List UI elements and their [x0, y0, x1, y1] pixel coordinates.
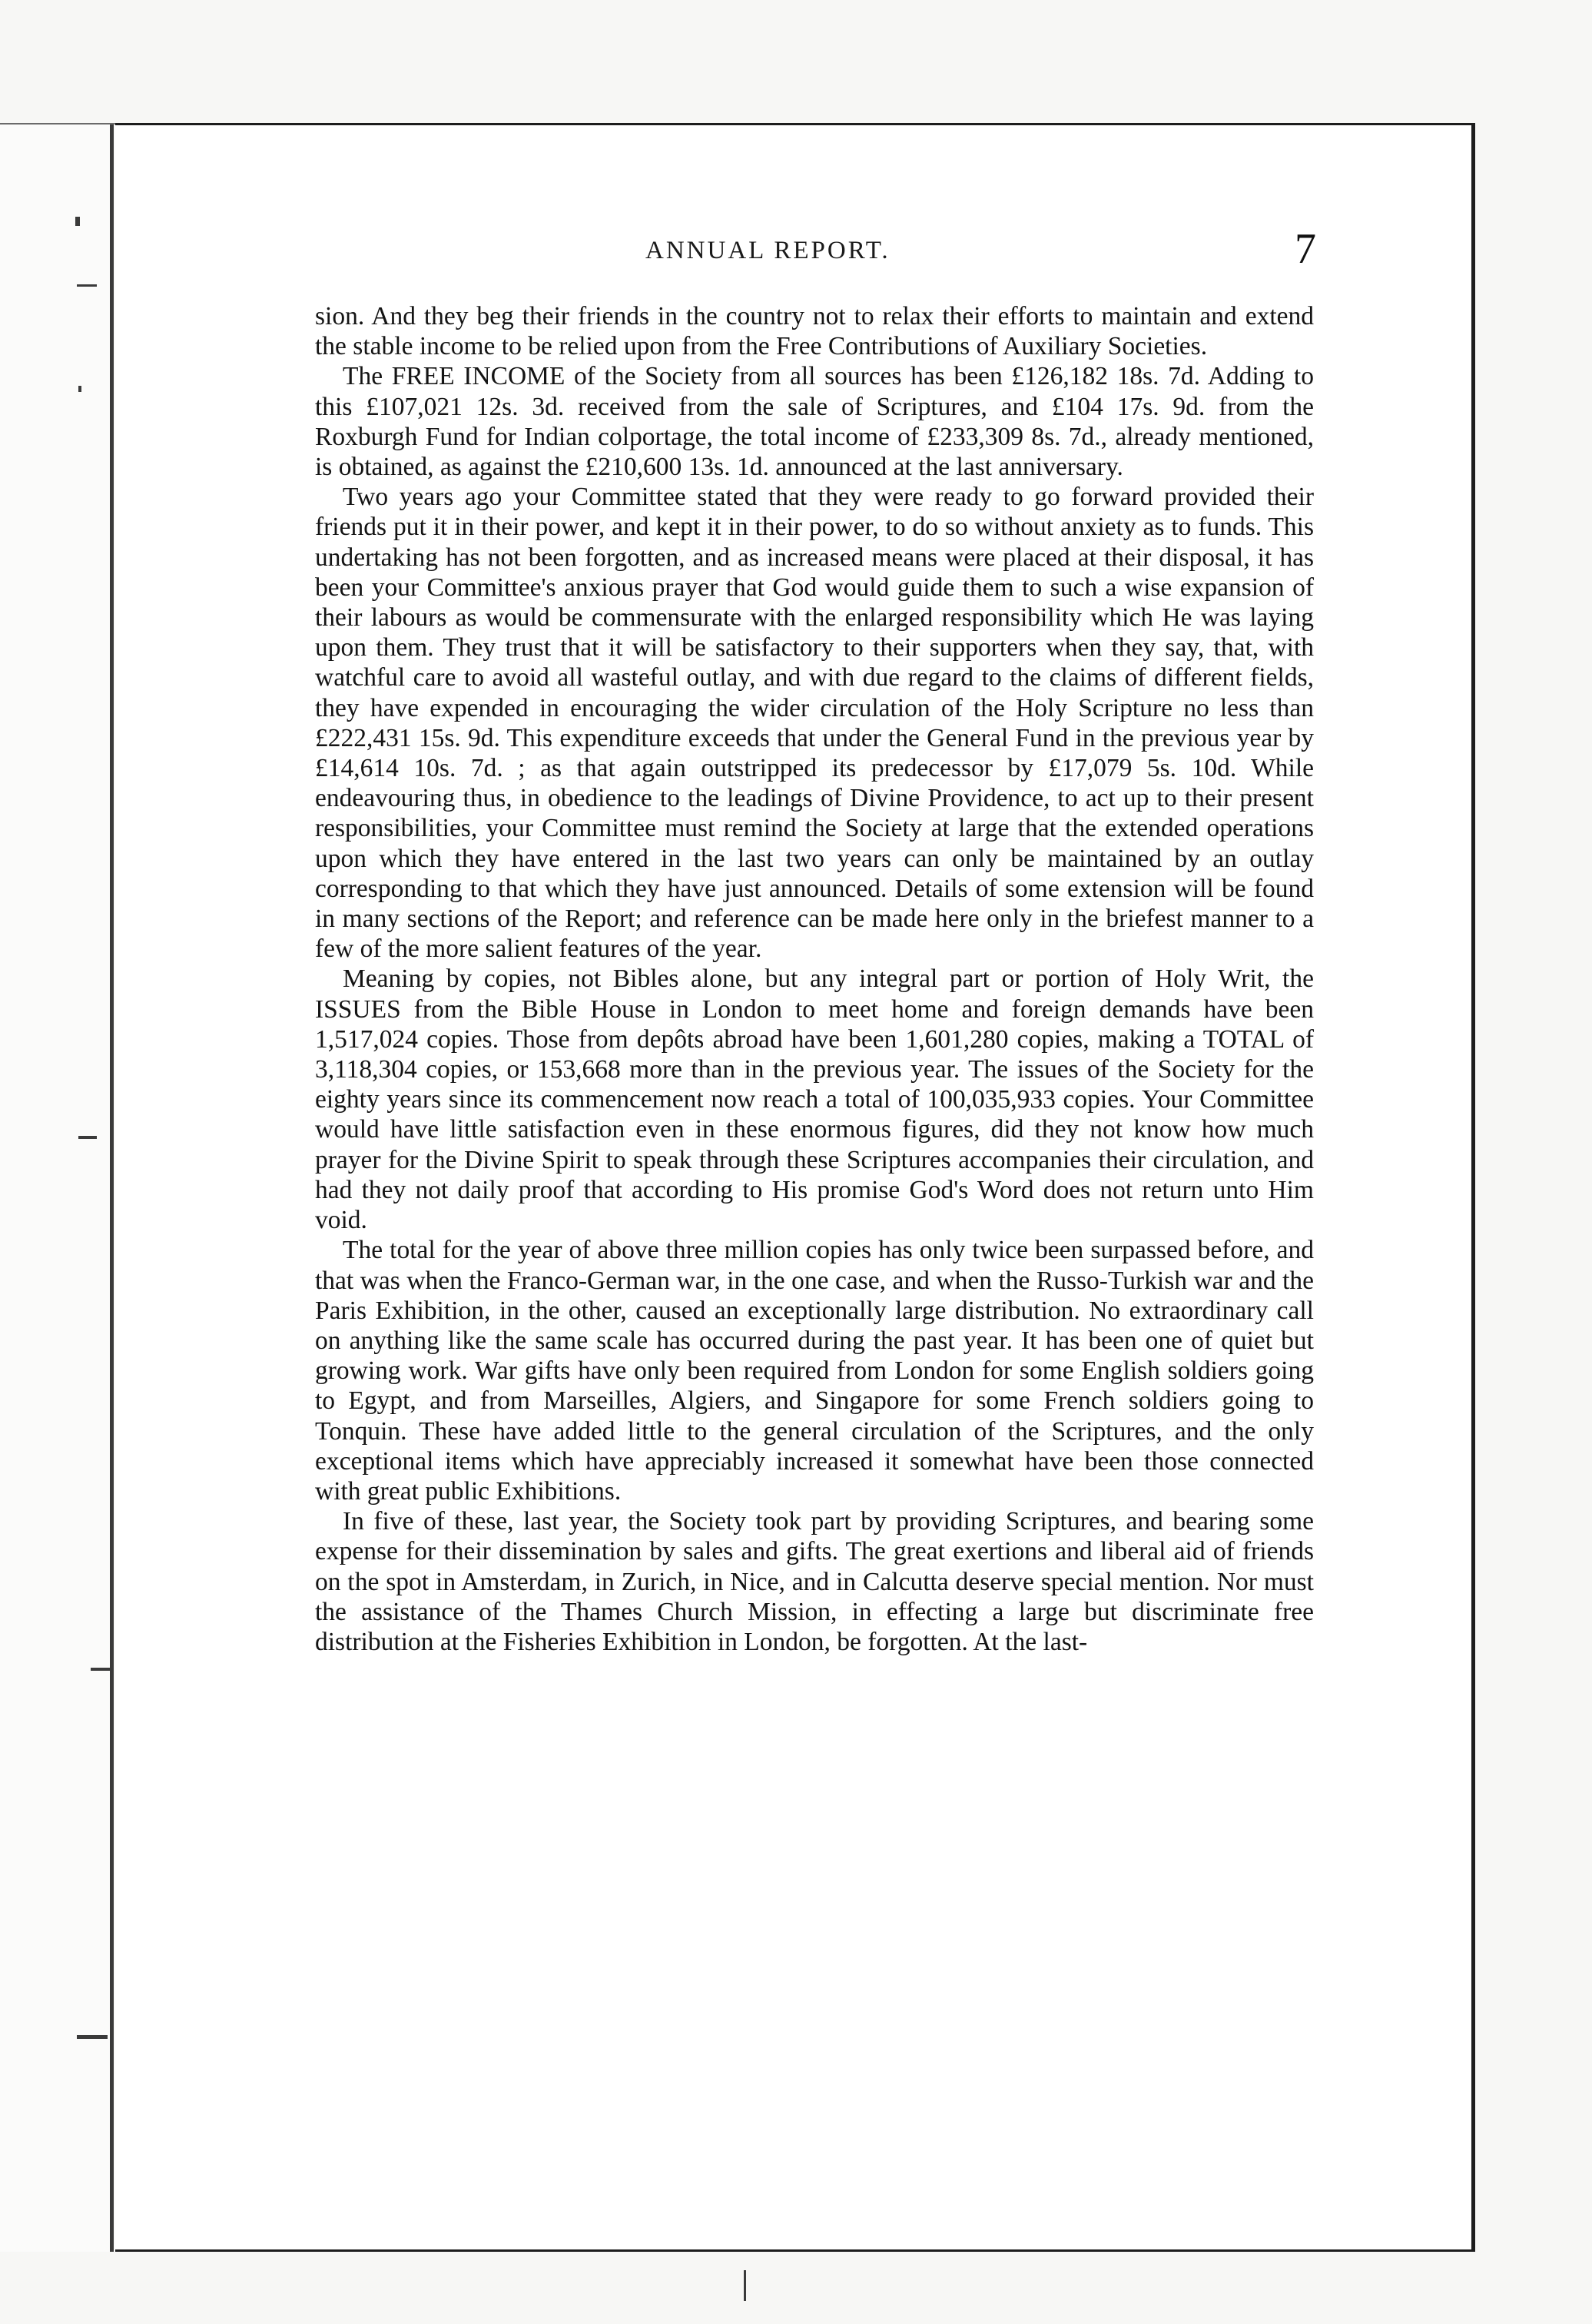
paragraph: In five of these, last year, the Society took part by providing Scriptures, and bearing some expense for their dissemination by sales and gifts. The great exertions and liberal aid of friends on the spot in Amsterdam, in Zurich, in Nice, and in Calcutta deserve special mention. Nor must the assistance of the Thames Church Mission, in effecting a large but discriminate free distribution at the Fisheries Exhibition in London, be forgotten. At the last- — [315, 1507, 1314, 1656]
scan-speck — [91, 1668, 114, 1671]
scan-speck — [77, 2035, 108, 2039]
page-number: 7 — [1295, 225, 1316, 273]
scan-speck — [744, 2270, 746, 2301]
scan-speck — [78, 386, 81, 392]
scan-speck — [78, 1136, 97, 1139]
paragraph: The total for the year of above three million copies has only twice been surpassed before, and that was when the Franco-German war, in the one case, and when the Russo-Turkish war and the Paris Exhibition, in the other, caused an exceptionally large distribution. No extraordinary call on anything like the same scale has occurred during the past year. It has been one of quiet but growing work. War gifts have only been required from London for some English soldiers going to Egypt, and from Marseilles, Algiers, and Singapore for some French soldiers going to Tonquin. These have added little to the general circulation of the Scriptures, and the only exceptional items which have appreciably increased it somewhat have been those connected with great public Exhibitions. — [315, 1236, 1314, 1506]
binding-edge — [110, 124, 114, 2252]
paragraph: sion. And they beg their friends in the country not to relax their efforts to maintain and extend the stable income to be relied upon from the Free Contributions of Auxiliary Societies. — [315, 302, 1314, 361]
paragraph: Two years ago your Committee stated that they were ready to go forward provided their friends put it in their power, and kept it in their power, to do so without anxiety as to funds. This undertaking has not been forgotten, and as increased means were placed at their disposal, it has been your Committee's anxious prayer that God would guide them to such a wise expansion of their labours as would be commensurate with the enlarged responsibility which He was laying upon them. They trust that it will be satisfactory to their supporters when they say, that, with watchful care to avoid all wasteful outlay, and with due regard to the claims of different fields, they have expended in encouraging the wider circulation of the Holy Scripture no less than £222,431 15s. 9d. This expenditure exceeds that under the General Fund in the previous year by £14,614 10s. 7d. ; as that again outstripped its predecessor by £17,079 5s. 10d. While endeavouring thus, in obedience to the leadings of Divine Providence, to act up to their present responsibilities, your Committee must remind the Society at large that the extended operations upon which they have entered in the last two years can only be maintained by an outlay corresponding to that which they have just announced. Details of some extension will be found in many sections of the Report; and reference can be made here only in the briefest manner to a few of the more salient features of the year. — [315, 483, 1314, 964]
running-title: ANNUAL REPORT. — [645, 237, 891, 264]
paragraph: The FREE INCOME of the Society from all sources has been £126,182 18s. 7d. Adding to this £107,021 12s. 3d. received from the sale of Scriptures, and £104 17s. 9d. from the Roxburgh Fund for Indian colportage, the total income of £233,309 8s. 7d., already mentioned, is obtained, as against the £210,600 13s. 1d. announced at the last anniversary. — [315, 362, 1314, 482]
paragraph: Meaning by copies, not Bibles alone, but any integral part or portion of Holy Writ, the ISSUES from the Bible House in London to meet home and foreign demands have been 1,517,024 copies. Those from depôts abroad have been 1,601,280 copies, making a TOTAL of 3,118,304 copies, or 153,668 more than in the previous year. The issues of the Society for the eighty years since its commencement now reach a total of 100,035,933 copies. Your Committee would have little satisfaction even in these enormous figures, did they not know how much prayer for the Divine Spirit to speak through these Scriptures accompanies their circulation, and had they not daily proof that according to His promise God's Word does not return unto Him void. — [315, 964, 1314, 1235]
running-header — [0, 224, 1592, 278]
body-text — [315, 301, 1314, 1657]
scan-speck — [77, 284, 97, 287]
facing-page-edge — [0, 123, 115, 2252]
